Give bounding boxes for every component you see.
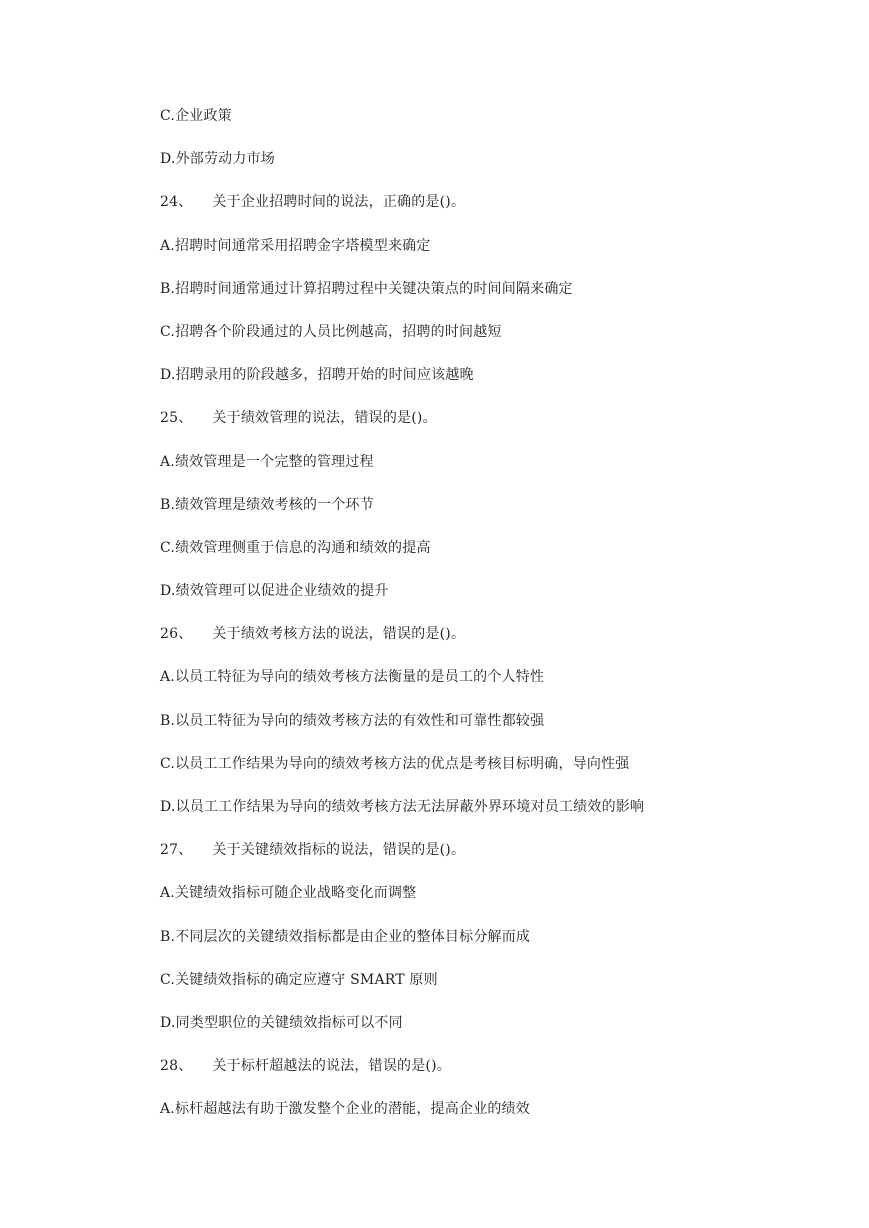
option-line: D.招聘录用的阶段越多，招聘开始的时间应该越晚: [160, 367, 474, 384]
question-text: 关于绩效考核方法的说法，错误的是()。: [212, 626, 466, 643]
question-line-26: [160, 620, 820, 663]
question-line-28: [160, 1052, 820, 1095]
option-line: C.绩效管理侧重于信息的沟通和绩效的提高: [160, 539, 431, 556]
option-line: D.外部劳动力市场: [160, 151, 275, 168]
option-line: C.以员工工作结果为导向的绩效考核方法的优点是考核目标明确，导向性强: [160, 755, 630, 772]
option-line: A.以员工特征为导向的绩效考核方法衡量的是员工的个人特性: [160, 669, 545, 686]
question-text: 关于绩效管理的说法，错误的是()。: [212, 410, 437, 427]
option-line: A.绩效管理是一个完整的管理过程: [160, 453, 374, 470]
option-line: C.关键绩效指标的确定应遵守 SMART 原则: [160, 971, 438, 988]
question-number: 24、: [160, 194, 193, 211]
document-body: [160, 102, 820, 1139]
question-number: 27、: [160, 842, 193, 859]
option-line: B.招聘时间通常通过计算招聘过程中关键决策点的时间间隔来确定: [160, 280, 573, 297]
question-text: 关于关键绩效指标的说法，错误的是()。: [212, 842, 466, 859]
question-text: 关于标杆超越法的说法，错误的是()。: [212, 1058, 451, 1075]
question-line-27: [160, 836, 820, 879]
question-number: 28、: [160, 1058, 193, 1075]
option-line: A.关键绩效指标可随企业战略变化而调整: [160, 885, 417, 902]
option-line: C.招聘各个阶段通过的人员比例越高，招聘的时间越短: [160, 323, 502, 340]
option-line: D.同类型职位的关键绩效指标可以不同: [160, 1014, 403, 1031]
question-line-25: [160, 404, 820, 447]
option-line: C.企业政策: [160, 108, 232, 124]
question-number: 25、: [160, 410, 193, 427]
option-line: D.以员工工作结果为导向的绩效考核方法无法屏蔽外界环境对员工绩效的影响: [160, 799, 645, 815]
option-line: B.不同层次的关键绩效指标都是由企业的整体目标分解而成: [160, 928, 531, 945]
question-line-24: [160, 188, 820, 231]
option-line: B.以员工特征为导向的绩效考核方法的有效性和可靠性都较强: [160, 712, 545, 729]
option-line: A.招聘时间通常采用招聘金字塔模型来确定: [160, 237, 431, 254]
question-number: 26、: [160, 626, 193, 643]
option-line: B.绩效管理是绩效考核的一个环节: [160, 496, 374, 513]
question-text: 关于企业招聘时间的说法，正确的是()。: [212, 194, 466, 211]
option-line: A.标杆超越法有助于激发整个企业的潜能，提高企业的绩效: [160, 1101, 530, 1118]
option-line: D.绩效管理可以促进企业绩效的提升: [160, 583, 389, 600]
